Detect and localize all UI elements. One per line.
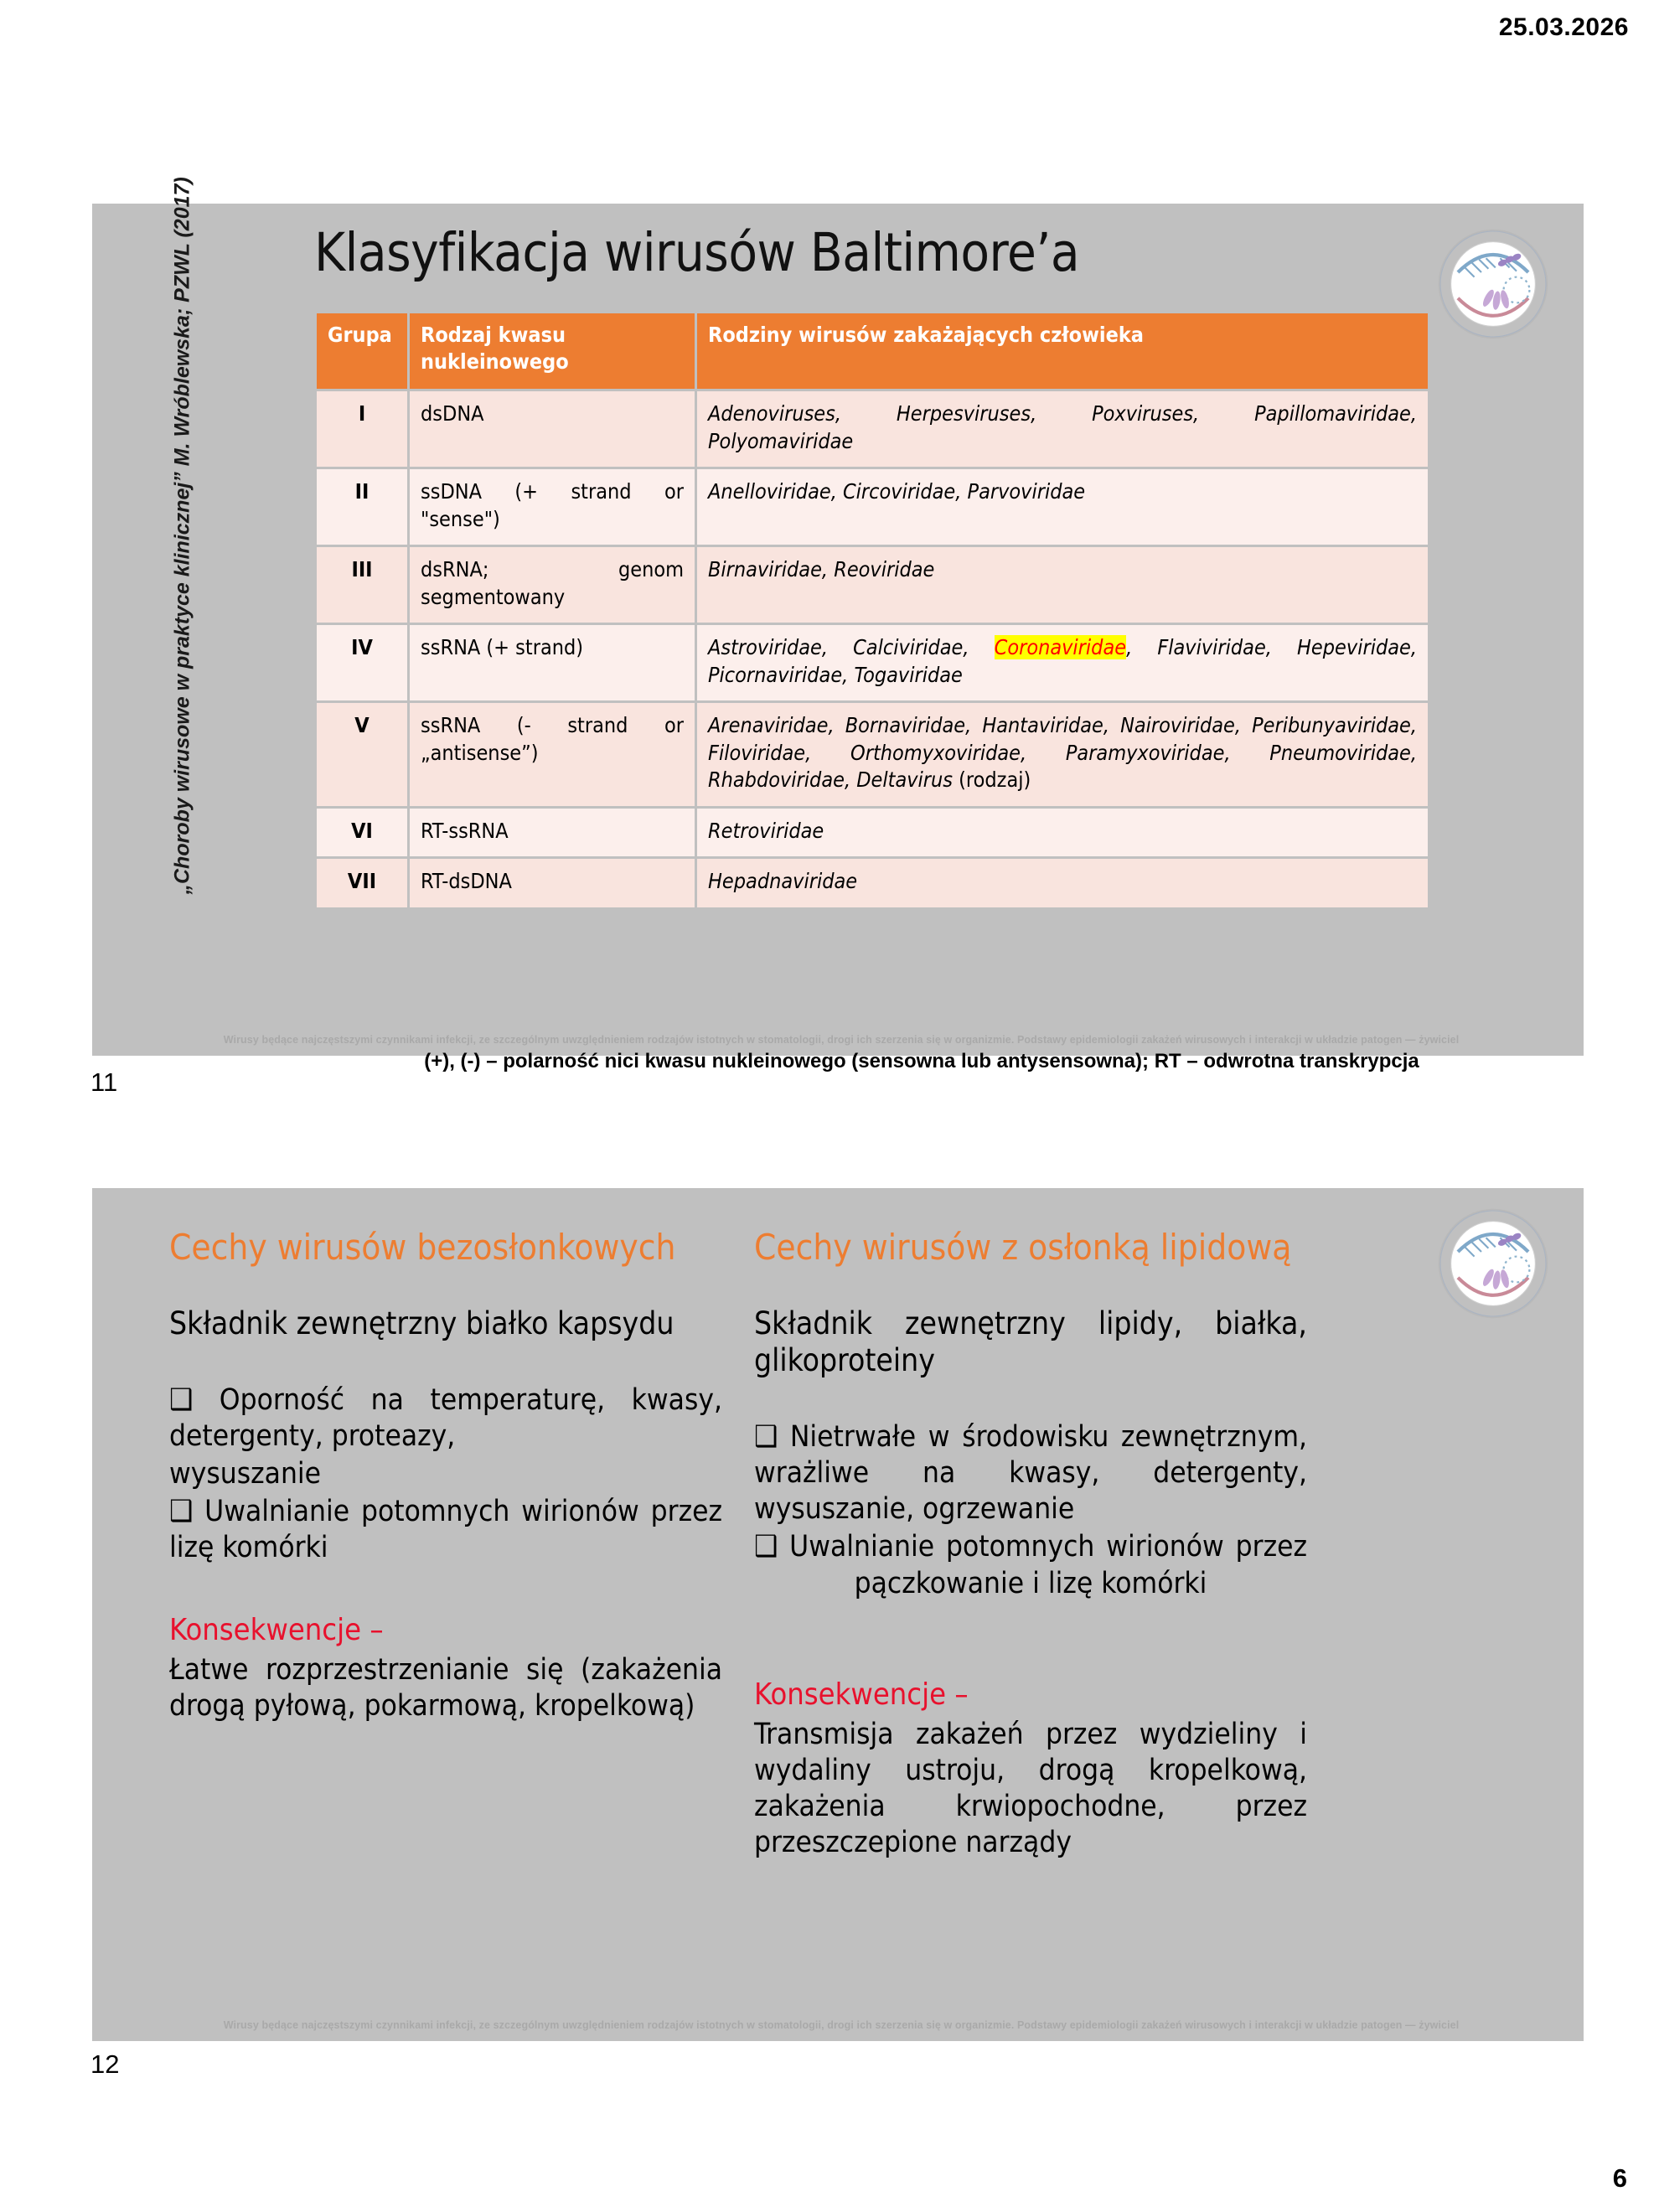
cell-families: Retroviridae <box>697 809 1428 857</box>
table-row <box>317 859 1428 907</box>
column-subheading-non-enveloped: Składnik zewnętrzny białko kapsydu <box>169 1305 674 1341</box>
table-row <box>317 703 1428 806</box>
table-row <box>317 809 1428 857</box>
university-logo <box>1434 1205 1552 1322</box>
column-heading-non-enveloped: Cechy wirusów bezosłonkowych <box>169 1227 676 1268</box>
cell-nucleic-acid: dsDNA <box>410 391 695 467</box>
slide-virus-envelope-features <box>92 1188 1584 2041</box>
column-header-group: Grupa <box>317 313 407 389</box>
highlighted-family: Coronaviridae <box>994 635 1127 659</box>
table-row <box>317 625 1428 700</box>
cell-group: IV <box>317 625 407 700</box>
list-item: ❑ Uwalnianie potomnych wirionów przez lizę komórki <box>169 1495 722 1565</box>
consequences-heading-non-enveloped: Konsekwencje – <box>169 1613 384 1648</box>
list-item: ❑ Uwalnianie potomnych wirionów przez pączkowanie i lizę komórki <box>754 1530 1307 1600</box>
table-row <box>317 547 1428 623</box>
cell-nucleic-acid: dsRNA; genom segmentowany <box>410 547 695 623</box>
column-subheading-enveloped: Składnik zewnętrzny lipidy, białka, glikoproteiny <box>754 1305 1307 1378</box>
consequences-heading-enveloped: Konsekwencje – <box>754 1677 969 1712</box>
cell-group: I <box>317 391 407 467</box>
cell-nucleic-acid: RT-ssRNA <box>410 809 695 857</box>
university-logo <box>1434 225 1552 343</box>
cell-group: II <box>317 469 407 545</box>
consequences-body-non-enveloped: Łatwe rozprzestrzenianie się (zakażenia drogą pyłową, pokarmową, kropelkową) <box>169 1653 722 1724</box>
cell-nucleic-acid: RT-dsDNA <box>410 859 695 907</box>
list-item: wysuszanie <box>169 1457 322 1491</box>
cell-group: III <box>317 547 407 623</box>
list-item: ❑ Oporność na temperaturę, kwasy, detergenty, proteazy, <box>169 1382 722 1453</box>
baltimore-classification-table <box>314 311 1430 910</box>
column-header-nucleic-acid: Rodzaj kwasu nukleinowego <box>410 313 695 389</box>
cell-nucleic-acid: ssDNA (+ strand or "sense") <box>410 469 695 545</box>
column-enveloped <box>754 1227 1307 1861</box>
slide-footer-text: Wirusy będące najczęstszymi czynnikami infekcji, ze szczególnym uwzględnieniem rodzajów istotnych w stomatologii, drogi ich szerzenia się w organizmie. Podstawy epidemiologii zakażeń wirusowych i interakcji w układzie patogen — żywiciel <box>223 1034 1460 1046</box>
cell-families: Hepadnaviridae <box>697 859 1428 907</box>
slide-side-credit: „Choroby wirusowe w praktyce klinicznej” M. Wróblewska; PZWL (2017) <box>170 177 194 895</box>
cell-families: Arenaviridae, Bornaviridae, Hantaviridae, Nairoviridae, Peribunyaviridae, Filoviridae, Orthomyxoviridae, Paramyxoviridae, Pneumoviridae, Rhabdoviridae, Deltavirus (rodzaj) <box>697 703 1428 806</box>
slide-baltimore-classification <box>92 177 1584 1072</box>
page-number: 6 <box>1612 2163 1627 2193</box>
column-non-enveloped <box>169 1227 722 1724</box>
table-row <box>317 469 1428 545</box>
slide-number-11: 11 <box>90 1067 118 1097</box>
table-footnote: (+), (-) – polarność nici kwasu nukleinowego (sensowna lub antysensowna); RT – odwrotna transkrypcja <box>424 1050 1419 1072</box>
table-row <box>317 391 1428 467</box>
column-heading-enveloped: Cechy wirusów z osłonką lipidową <box>754 1227 1292 1268</box>
list-item: ❑ Nietrwałe w środowisku zewnętrznym, wrażliwe na kwasy, detergenty, wysuszanie, ogrzewanie <box>754 1420 1307 1527</box>
cell-group: VI <box>317 809 407 857</box>
bullet-list-non-enveloped <box>169 1382 722 1566</box>
cell-families: Anelloviridae, Circoviridae, Parvoviridae <box>697 469 1428 545</box>
bullet-list-enveloped <box>754 1419 1307 1601</box>
cell-families: Adenoviruses, Herpesviruses, Poxviruses, Papillomaviridae, Polyomaviridae <box>697 391 1428 467</box>
consequences-body-enveloped: Transmisja zakażeń przez wydzieliny i wydaliny ustroju, drogą kropelkową, zakażenia krwiopochodne, przez przeszczepione narządy <box>754 1717 1307 1859</box>
document-date: 25.03.2026 <box>1498 13 1629 41</box>
slide-number-12: 12 <box>90 2049 120 2079</box>
slide-footer-text: Wirusy będące najczęstszymi czynnikami infekcji, ze szczególnym uwzględnieniem rodzajów istotnych w stomatologii, drogi ich szerzenia się w organizmie. Podstawy epidemiologii zakażeń wirusowych i interakcji w układzie patogen — żywiciel <box>223 2019 1460 2031</box>
cell-families: Astroviridae, Calciviridae, Coronaviridae, Flaviviridae, Hepeviridae, Picornaviridae, Togaviridae <box>697 625 1428 700</box>
table-header-row <box>317 313 1428 389</box>
cell-families: Birnaviridae, Reoviridae <box>697 547 1428 623</box>
cell-group: V <box>317 703 407 806</box>
slide-title: Klasyfikacja wirusów Baltimore’a <box>314 222 1080 283</box>
cell-nucleic-acid: ssRNA (- strand or „antisense”) <box>410 703 695 806</box>
column-header-families: Rodziny wirusów zakażających człowieka <box>697 313 1428 389</box>
cell-group: VII <box>317 859 407 907</box>
cell-nucleic-acid: ssRNA (+ strand) <box>410 625 695 700</box>
